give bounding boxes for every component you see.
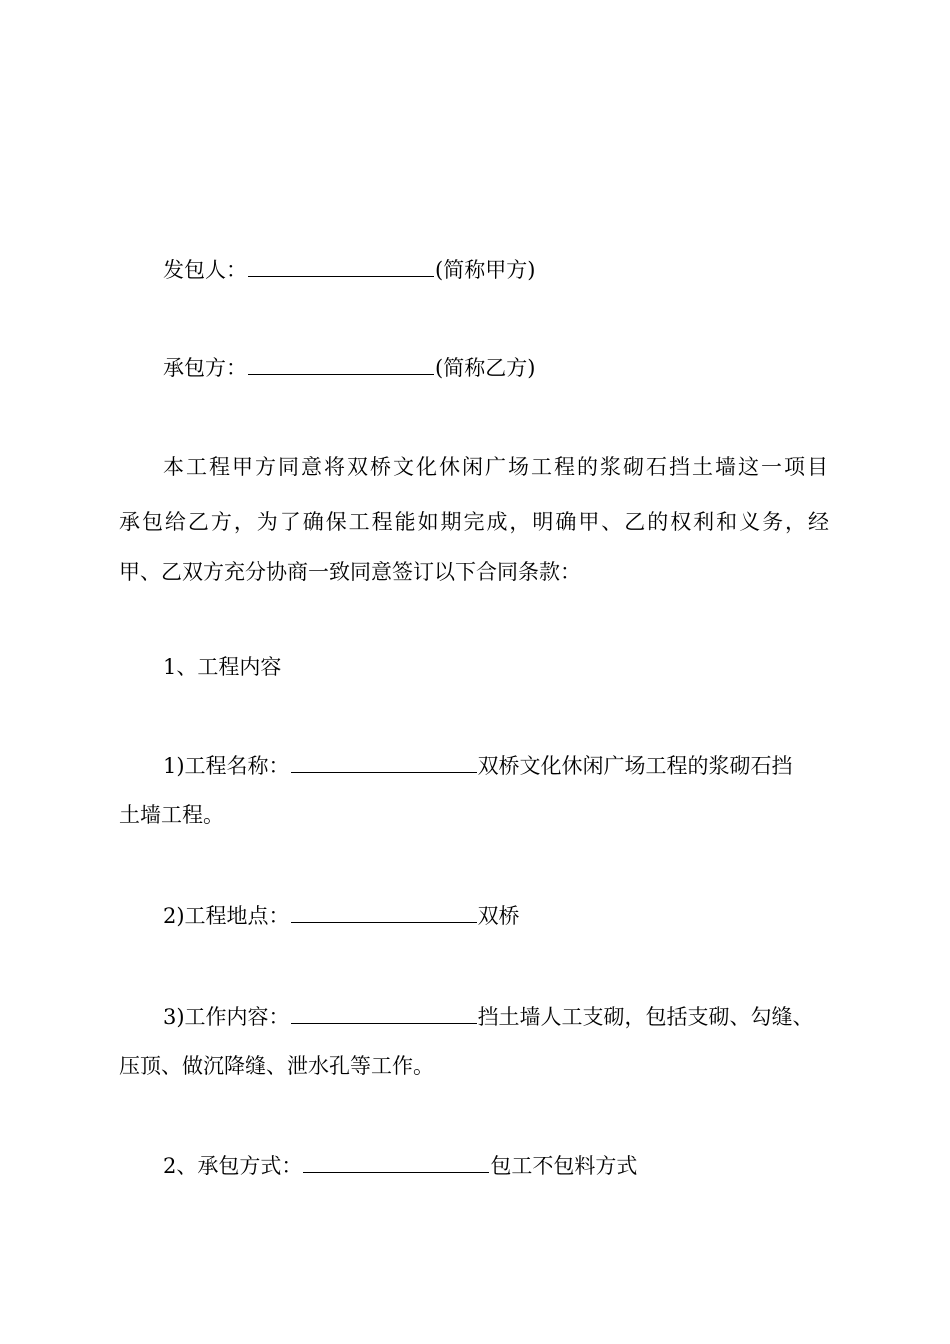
issuer-line: [163, 256, 535, 284]
item2-blank: [291, 902, 477, 923]
contractor-suffix: (简称乙方): [435, 356, 536, 380]
item1-value: 双桥文化休闲广场工程的浆砌石挡: [477, 754, 793, 778]
intro-line-2: 承包给乙方，为了确保工程能如期完成，明确甲、乙的权利和义务，经: [119, 510, 829, 534]
item1-blank: [291, 752, 477, 773]
section2-line: [163, 1152, 637, 1180]
section1-title: 1、工程内容: [163, 655, 282, 679]
item1-line: [163, 752, 793, 780]
item1-value-cont: 土墙工程。: [119, 803, 224, 827]
intro-line-3: 甲、乙双方充分协商一致同意签订以下合同条款：: [119, 560, 581, 584]
item2-label: 2)工程地点：: [163, 904, 290, 928]
contractor-line: [163, 354, 535, 382]
item3-value: 挡土墙人工支砌，包括支砌、勾缝、: [477, 1005, 814, 1029]
section2-blank: [303, 1152, 489, 1173]
issuer-label: 发包人：: [163, 258, 247, 282]
section2-label: 2、承包方式：: [163, 1154, 303, 1178]
item3-blank: [291, 1003, 477, 1024]
item1-label: 1)工程名称：: [163, 754, 290, 778]
item2-line: [163, 902, 520, 930]
issuer-blank: [248, 256, 434, 277]
issuer-suffix: (简称甲方): [435, 258, 536, 282]
contractor-label: 承包方：: [163, 356, 247, 380]
contractor-blank: [248, 354, 434, 375]
section2-value: 包工不包料方式: [490, 1154, 638, 1178]
item2-value: 双桥: [477, 904, 520, 928]
item3-value-cont: 压顶、做沉降缝、泄水孔等工作。: [119, 1054, 434, 1078]
item3-label: 3)工作内容：: [163, 1005, 290, 1029]
intro-line-1: 本工程甲方同意将双桥文化休闲广场工程的浆砌石挡土墙这一项目: [163, 455, 828, 479]
item3-line: [163, 1003, 814, 1031]
